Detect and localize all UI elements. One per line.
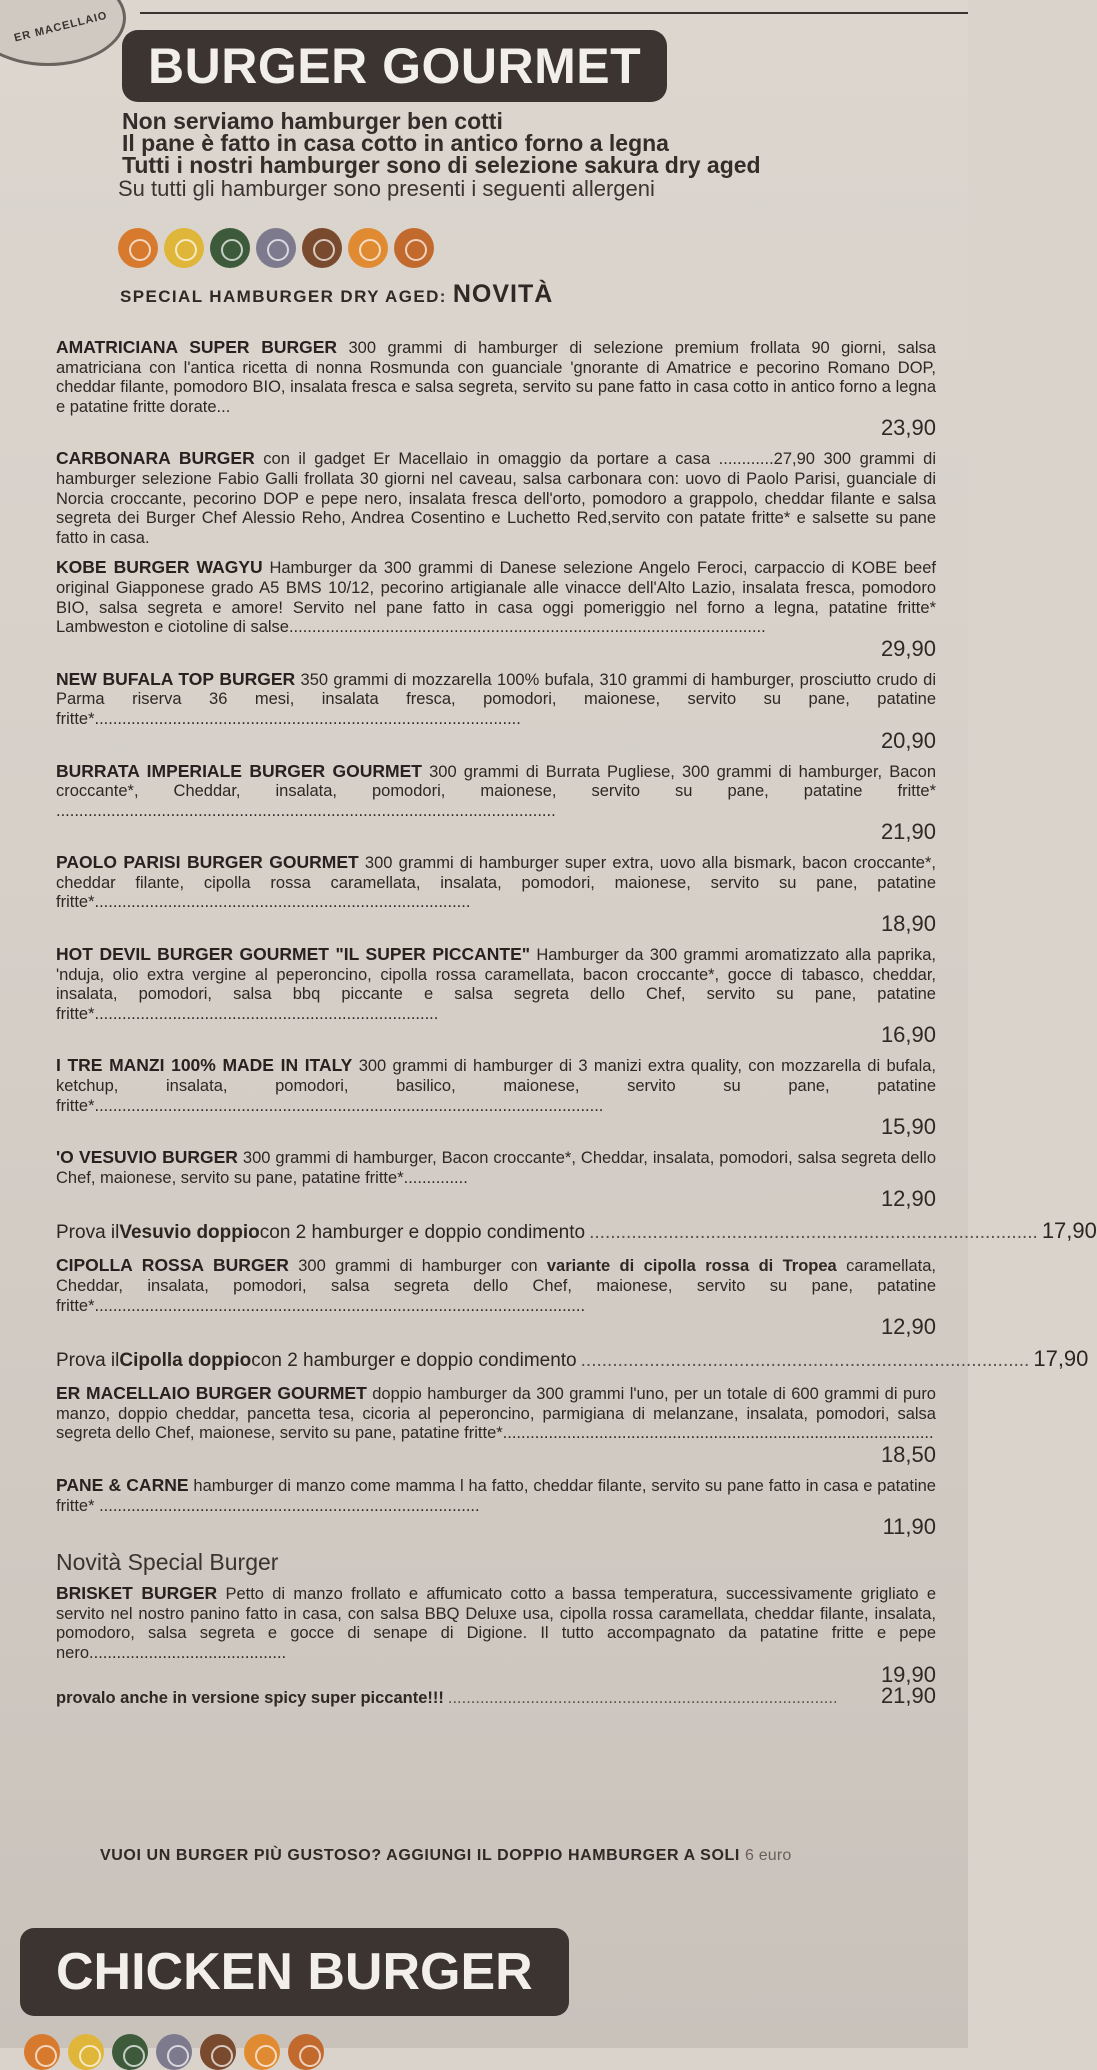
menu-item	[56, 558, 936, 659]
menu-item	[56, 945, 936, 1046]
item-name: BRISKET BURGER	[56, 1583, 218, 1604]
item-desc: Hamburger da 300 grammi di Danese selezione Angelo Feroci, carpaccio di KOBE beef original Giapponese grado A5 BMS 10/12, pecorino artigianale alle vinacce dell'Alto Lazio, insalata fresca, pomodoro BIO, salsa segreta e amore! Servito nel pane fatto in casa oggi pomeriggio nel forno a legna, patatine fritte* Lambweston e ciotoline di salse........................................................................................................	[56, 559, 936, 637]
item-desc: caramellata, Cheddar, insalata, pomodori, salsa segreta dello Chef, maionese, servito su pane, patatine fritte*...........................................................................................................	[56, 1257, 936, 1315]
item-name: HOT DEVIL BURGER GOURMET "IL SUPER PICCANTE"	[56, 944, 531, 965]
egg-icon	[164, 228, 204, 268]
note-text: VUOI UN BURGER PIÙ GUSTOSO? AGGIUNGI IL DOPPIO HAMBURGER A SOLI	[100, 1847, 740, 1864]
item-price: 11,90	[882, 1514, 936, 1540]
item-name: CIPOLLA ROSSA BURGER	[56, 1255, 289, 1276]
item-desc: 350 grammi di mozzarella 100% bufala, 310 grammi di hamburger, prosciutto crudo di Parma riserva 36 mesi, insalata fresca, pomodori, maionese, servito su pane, patatine fritte*.............................................................................................	[56, 670, 936, 728]
menu-list	[56, 337, 1097, 1718]
restaurant-logo	[0, 0, 126, 66]
variant-price: 17,90	[1033, 1346, 1089, 1372]
item-desc: 300 grammi di hamburger super extra, uovo alla bismark, bacon croccante*, cheddar filante, cipolla rossa caramellata, insalata, pomodori, maionese, servito su pane, patatine fritte*..................................................................................	[56, 854, 936, 912]
section-title: BURGER GOURMET	[122, 30, 667, 102]
item-price: 18,50	[880, 1441, 936, 1467]
mustard-icon	[302, 228, 342, 268]
item-name: 'O VESUVIO BURGER	[56, 1147, 238, 1168]
item-price: 12,90	[880, 1314, 936, 1340]
item-name: KOBE BURGER WAGYU	[56, 557, 263, 578]
item-name: PANE & CARNE	[56, 1474, 189, 1495]
intro-text	[122, 110, 942, 176]
special-label: SPECIAL HAMBURGER DRY AGED:	[120, 287, 447, 306]
variant-post: con 2 hamburger e doppio condimento	[259, 1222, 586, 1244]
item-desc: 300 grammi di hamburger, Bacon croccante*, Cheddar, insalata, pomodori, salsa segreta dello Chef, maionese, servito su pane, patatine fritte*..............	[56, 1149, 936, 1187]
fish-icon	[244, 2034, 280, 2070]
egg-icon	[68, 2034, 104, 2070]
variant-bold: Vesuvio doppio	[119, 1222, 260, 1244]
menu-item	[56, 1476, 936, 1538]
celery-icon	[112, 2034, 148, 2070]
wheat-icon	[24, 2034, 60, 2070]
bottom-allergen-icons	[24, 2034, 324, 2070]
item-price: 23,90	[880, 415, 936, 441]
item-desc: Petto di manzo frollato e affumicato cotto a bassa temperatura, successivamente grigliato e servito nel nostro panino fatto in casa, con salsa BBQ Deluxe usa, cipolla rossa caramellata, cheddar filante, insalata, pomodoro, salsa segreta e gocce di senape di Digione. Il tutto accompagnato da patatine fritte e pepe nero...........................................	[56, 1585, 936, 1662]
intro-line: Non serviamo hamburger ben cotti	[122, 108, 503, 134]
intro-line: Tutti i nostri hamburger sono di selezione sakura dry aged	[122, 152, 761, 178]
allergen-note: Su tutti gli hamburger sono presenti i seguenti allergeni	[118, 176, 655, 201]
variant-pre: Prova il	[56, 1222, 120, 1244]
menu-item	[56, 1584, 936, 1708]
item-desc: doppio hamburger da 300 grammi l'uno, per un totale di 600 grammi di puro manzo, doppio cheddar, pancetta tesa, cicoria al peperoncino, parmigiana di melanzane, insalata, pomodori, salsa segreta dello Chef, maionese, servito su pane, patatine fritte*..............................................................................................	[56, 1385, 936, 1443]
item-price: 29,90	[880, 635, 936, 661]
item-price: 12,90	[880, 1186, 936, 1212]
item-price: 20,90	[880, 727, 936, 753]
intro-line: Il pane è fatto in casa cotto in antico forno a legna	[122, 130, 669, 156]
item-desc: con il gadget Er Macellaio in omaggio da portare a casa ............27,90 300 grammi di hamburger selezione Fabio Galli frollata 30 giorni nel caveau, salsa carbonara con: uovo di Paolo Parisi, guanciale di Norcia croccante, pecorino DOP e pepe nero, insalata fresca dell'orto, pomodoro a grappolo, cheddar filante e salsa segreta dei Burger Chef Alessio Reho, Andrea Cosentino e Luchetto Red,servito con patate fritte* e salsette su pane fatto in casa.	[56, 450, 936, 547]
item-desc: Hamburger da 300 grammi aromatizzato alla paprika, 'nduja, olio extra vergine al peperoncino, cipolla rossa caramellata, bacon croccante*, gocce di tabasco, cheddar, insalata, pomodori, salsa bbq piccante e salsa segreta dello Chef, servito su pane, patatine fritte*...........................................................................	[56, 946, 937, 1023]
item-price: 21,90	[880, 819, 936, 845]
novita-special-heading: Novità Special Burger	[56, 1549, 279, 1576]
item-name: CARBONARA BURGER	[56, 448, 255, 469]
item-desc: 300 grammi di hamburger di selezione premium frollata 90 giorni, salsa amatriciana con l'antica ricetta di nonna Rosmunda con guanciale 'gnorante di Amatrice e pecorino Romano DOP, cheddar filante, pomodoro BIO, insalata fresca e salsa segreta, servito su pane fatto in casa cotto in antico forno a legna e patatine fritte dorate...	[56, 339, 936, 416]
variant-price: 17,90	[1041, 1218, 1097, 1244]
top-divider	[140, 12, 968, 14]
item-name: NEW BUFALA TOP BURGER	[56, 668, 296, 689]
double-burger-note	[100, 1846, 792, 1866]
menu-item	[56, 853, 936, 935]
menu-item	[56, 1148, 936, 1210]
item-price: 15,90	[880, 1114, 936, 1140]
menu-item	[56, 449, 936, 548]
item-name: BURRATA IMPERIALE BURGER GOURMET	[56, 760, 422, 781]
celery-icon	[210, 228, 250, 268]
item-price: 19,90	[880, 1661, 936, 1687]
item-name: PAOLO PARISI BURGER GOURMET	[56, 852, 359, 873]
novita-label: NOVITÀ	[452, 280, 554, 308]
variant-vesuvio	[56, 1218, 1097, 1244]
variant-bold: Cipolla doppio	[119, 1350, 252, 1372]
sesame-icon	[288, 2034, 324, 2070]
item-desc: 300 grammi di hamburger di 3 manizi extra quality, con mozzarella di bufala, ketchup, insalata, pomodori, basilico, maionese, servito su pane, patatine fritte*...............................................................................................................	[56, 1057, 936, 1115]
item-name: AMATRICIANA SUPER BURGER	[56, 337, 338, 357]
variant-cipolla	[56, 1346, 1089, 1372]
spicy-variant	[56, 1682, 936, 1709]
variant-post: con 2 hamburger e doppio condimento	[251, 1350, 577, 1372]
menu-item	[56, 762, 936, 844]
item-price: 16,90	[880, 1022, 936, 1048]
spicy-price: 21,90	[880, 1682, 936, 1708]
spicy-label: provalo anche in versione spicy super piccante!!!	[56, 1688, 444, 1707]
dot-leader: .....................................................................................	[447, 1688, 838, 1707]
allergen-icons	[118, 228, 434, 270]
menu-item	[56, 1056, 936, 1138]
special-heading	[120, 280, 554, 308]
wheat-icon	[118, 228, 158, 268]
logo-text: ER MACELLAIO	[12, 9, 109, 45]
item-desc: hamburger di manzo come mamma l ha fatto, cheddar filante, servito su pane fatto in casa e patatine fritte* ...................................................................................	[56, 1476, 936, 1515]
milk-icon	[156, 2034, 192, 2070]
menu-item	[56, 1384, 936, 1466]
dot-leader: .....................................................................................	[580, 1350, 1030, 1372]
dot-leader: .....................................................................................	[589, 1222, 1038, 1244]
item-price: 18,90	[880, 911, 936, 937]
mustard-icon	[200, 2034, 236, 2070]
chicken-section-title: CHICKEN BURGER	[20, 1928, 569, 2016]
menu-item	[56, 670, 936, 752]
menu-item	[56, 1256, 936, 1338]
fish-icon	[348, 228, 388, 268]
menu-item	[56, 338, 936, 439]
milk-icon	[256, 228, 296, 268]
variant-pre: Prova il	[56, 1350, 120, 1372]
item-desc: 300 grammi di hamburger con	[298, 1257, 547, 1276]
item-desc: 300 grammi di Burrata Pugliese, 300 grammi di hamburger, Bacon croccante*, Cheddar, insalata, pomodori, maionese, servito su pane, patatine fritte* .............................................................................................................	[56, 762, 937, 820]
item-name: ER MACELLAIO BURGER GOURMET	[56, 1383, 367, 1404]
item-name: I TRE MANZI 100% MADE IN ITALY	[56, 1055, 353, 1076]
note-price: 6 euro	[744, 1847, 792, 1864]
sesame-icon	[394, 228, 434, 268]
item-desc-bold: variante di cipolla rossa di Tropea	[546, 1257, 837, 1276]
